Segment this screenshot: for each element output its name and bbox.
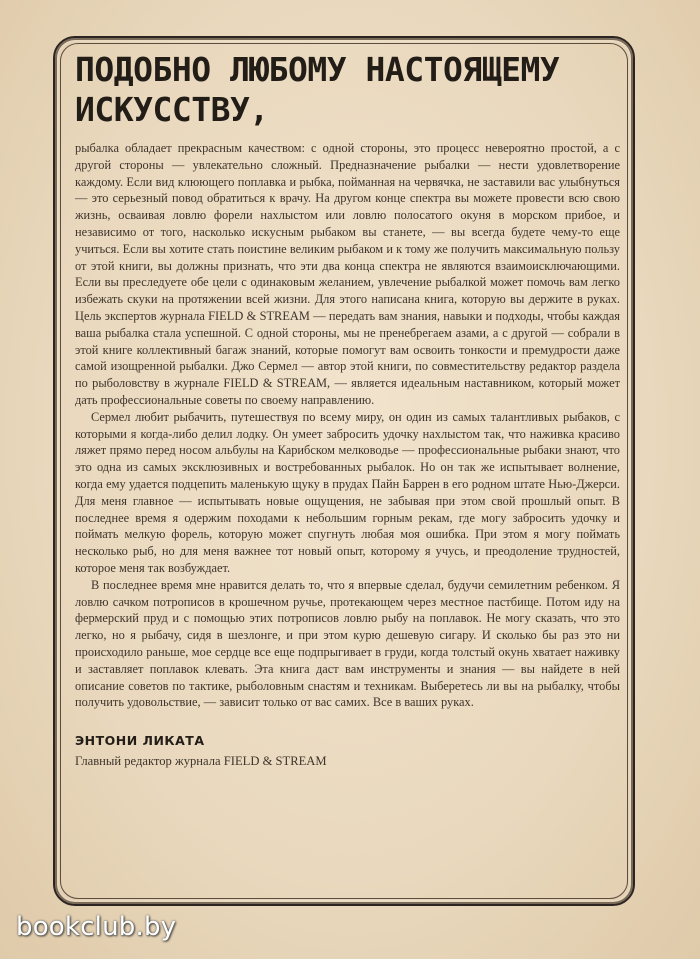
paragraph-3: В последнее время мне нравится делать то, что я впервые сделал, будучи семилетним ребенком. Я ловлю сачком потрописов в крошечном ручье, протекающем через местное пастбище. Потом иду на фермерский пруд и с помощью этих потрописов ловлю рыбу на поплавок. Не могу сказать, что это легко, но я рыбачу, сидя в шезлонге, и при этом курю дешевую сигару. И сколько бы раз это ни происходило раньше, мое сердце все еще подпрыгивает в груди, когда толстый окунь хватает наживку и заставляет поплавок клевать. Эта книга даст вам инструменты и знания — вы найдете в ней описание советов по тактике, рыболовным снастям и техникам. Выберетесь ли вы на рыбалку, чтобы получить удовольствие, — зависит только от вас самих. Все в ваших руках. [75, 577, 620, 710]
paragraph-1: рыбалка обладает прекрасным качеством: с одной стороны, это процесс невероятно простой, а с другой стороны — увлекательно сложный. Предназначение рыбалки — нести удовлетворение каждому. Если вид клюющего поплавка и рыбка, пойманная на червячка, не заставили вас улыбнуться — это серьезный повод обратиться к врачу. На другом конце спектра вы можете провести всю свою жизнь, осваивая ловлю форели нахлыстом или ловлю полосатого окуня в морском прибое, и независимо от того, насколько искусным рыбаком вы станете, — вы всегда будете чему-то еще учиться. Если вы хотите стать поистине великим рыбаком и к тому же получить максимальную пользу от этой книги, вы должны признать, что эти два конца спектра не являются взаимоисключающими. Если вы преследуете обе цели с одинаковым желанием, увлечение рыбалкой может помочь вам легко избежать скуки на протяжении всей жизни. Для этого написана книга, которую вы держите в руках. Цель экспертов журнала FIELD & STREAM — передать вам знания, навыки и подходы, чтобы каждая ваша рыбалка стала успешной. С одной стороны, мы не пренебрегаем азами, а с другой — собрали в этой книге коллективный багаж знаний, которые помогут вам освоить тонкости и премудрости даже самой изощренной рыбалки. Джо Сермел — автор этой книги, по совместительству редактор раздела по рыболовству в журнале FIELD & STREAM, — является идеальным наставником, который может дать профессиональные советы по своему направлению. [75, 141, 620, 407]
page-title: ПОДОБНО ЛЮБОМУ НАСТОЯЩЕМУ ИСКУССТВУ, [75, 50, 560, 129]
author-name: ЭНТОНИ ЛИКАТА [75, 733, 205, 749]
article-body [75, 140, 620, 711]
watermark-text: bookclub.by [16, 912, 177, 942]
author-role: Главный редактор журнала FIELD & STREAM [75, 754, 327, 769]
article-content [75, 50, 620, 769]
paragraph-2: Сермел любит рыбачить, путешествуя по всему миру, он один из самых талантливых рыбаков, с которыми я когда-либо делил лодку. Он умеет забросить удочку нахлыстом так, что наживка красиво ляжет прямо перед носом альбулы на Карибском мелководье — профессиональные рыбаки знают, что это одна из самых эксклюзивных и востребованных рыбалок. Но он так же испытывает волнение, когда ему удается подцепить маленькую щуку в прудах Пайн Баррен в его родном штате Нью-Джерси. Для меня главное — испытывать новые ощущения, не забывая при этом свой прошлый опыт. В последнее время я одержим походами к небольшим горным рекам, где могу забросить удочку и поймать мелкую форель, которую может спугнуть любая моя ошибка. При этом я могу поймать несколько рыб, но для меня важнее тот новый опыт, которому я учусь, и преодоление трудностей, которое меня так возбуждает. [75, 409, 620, 575]
